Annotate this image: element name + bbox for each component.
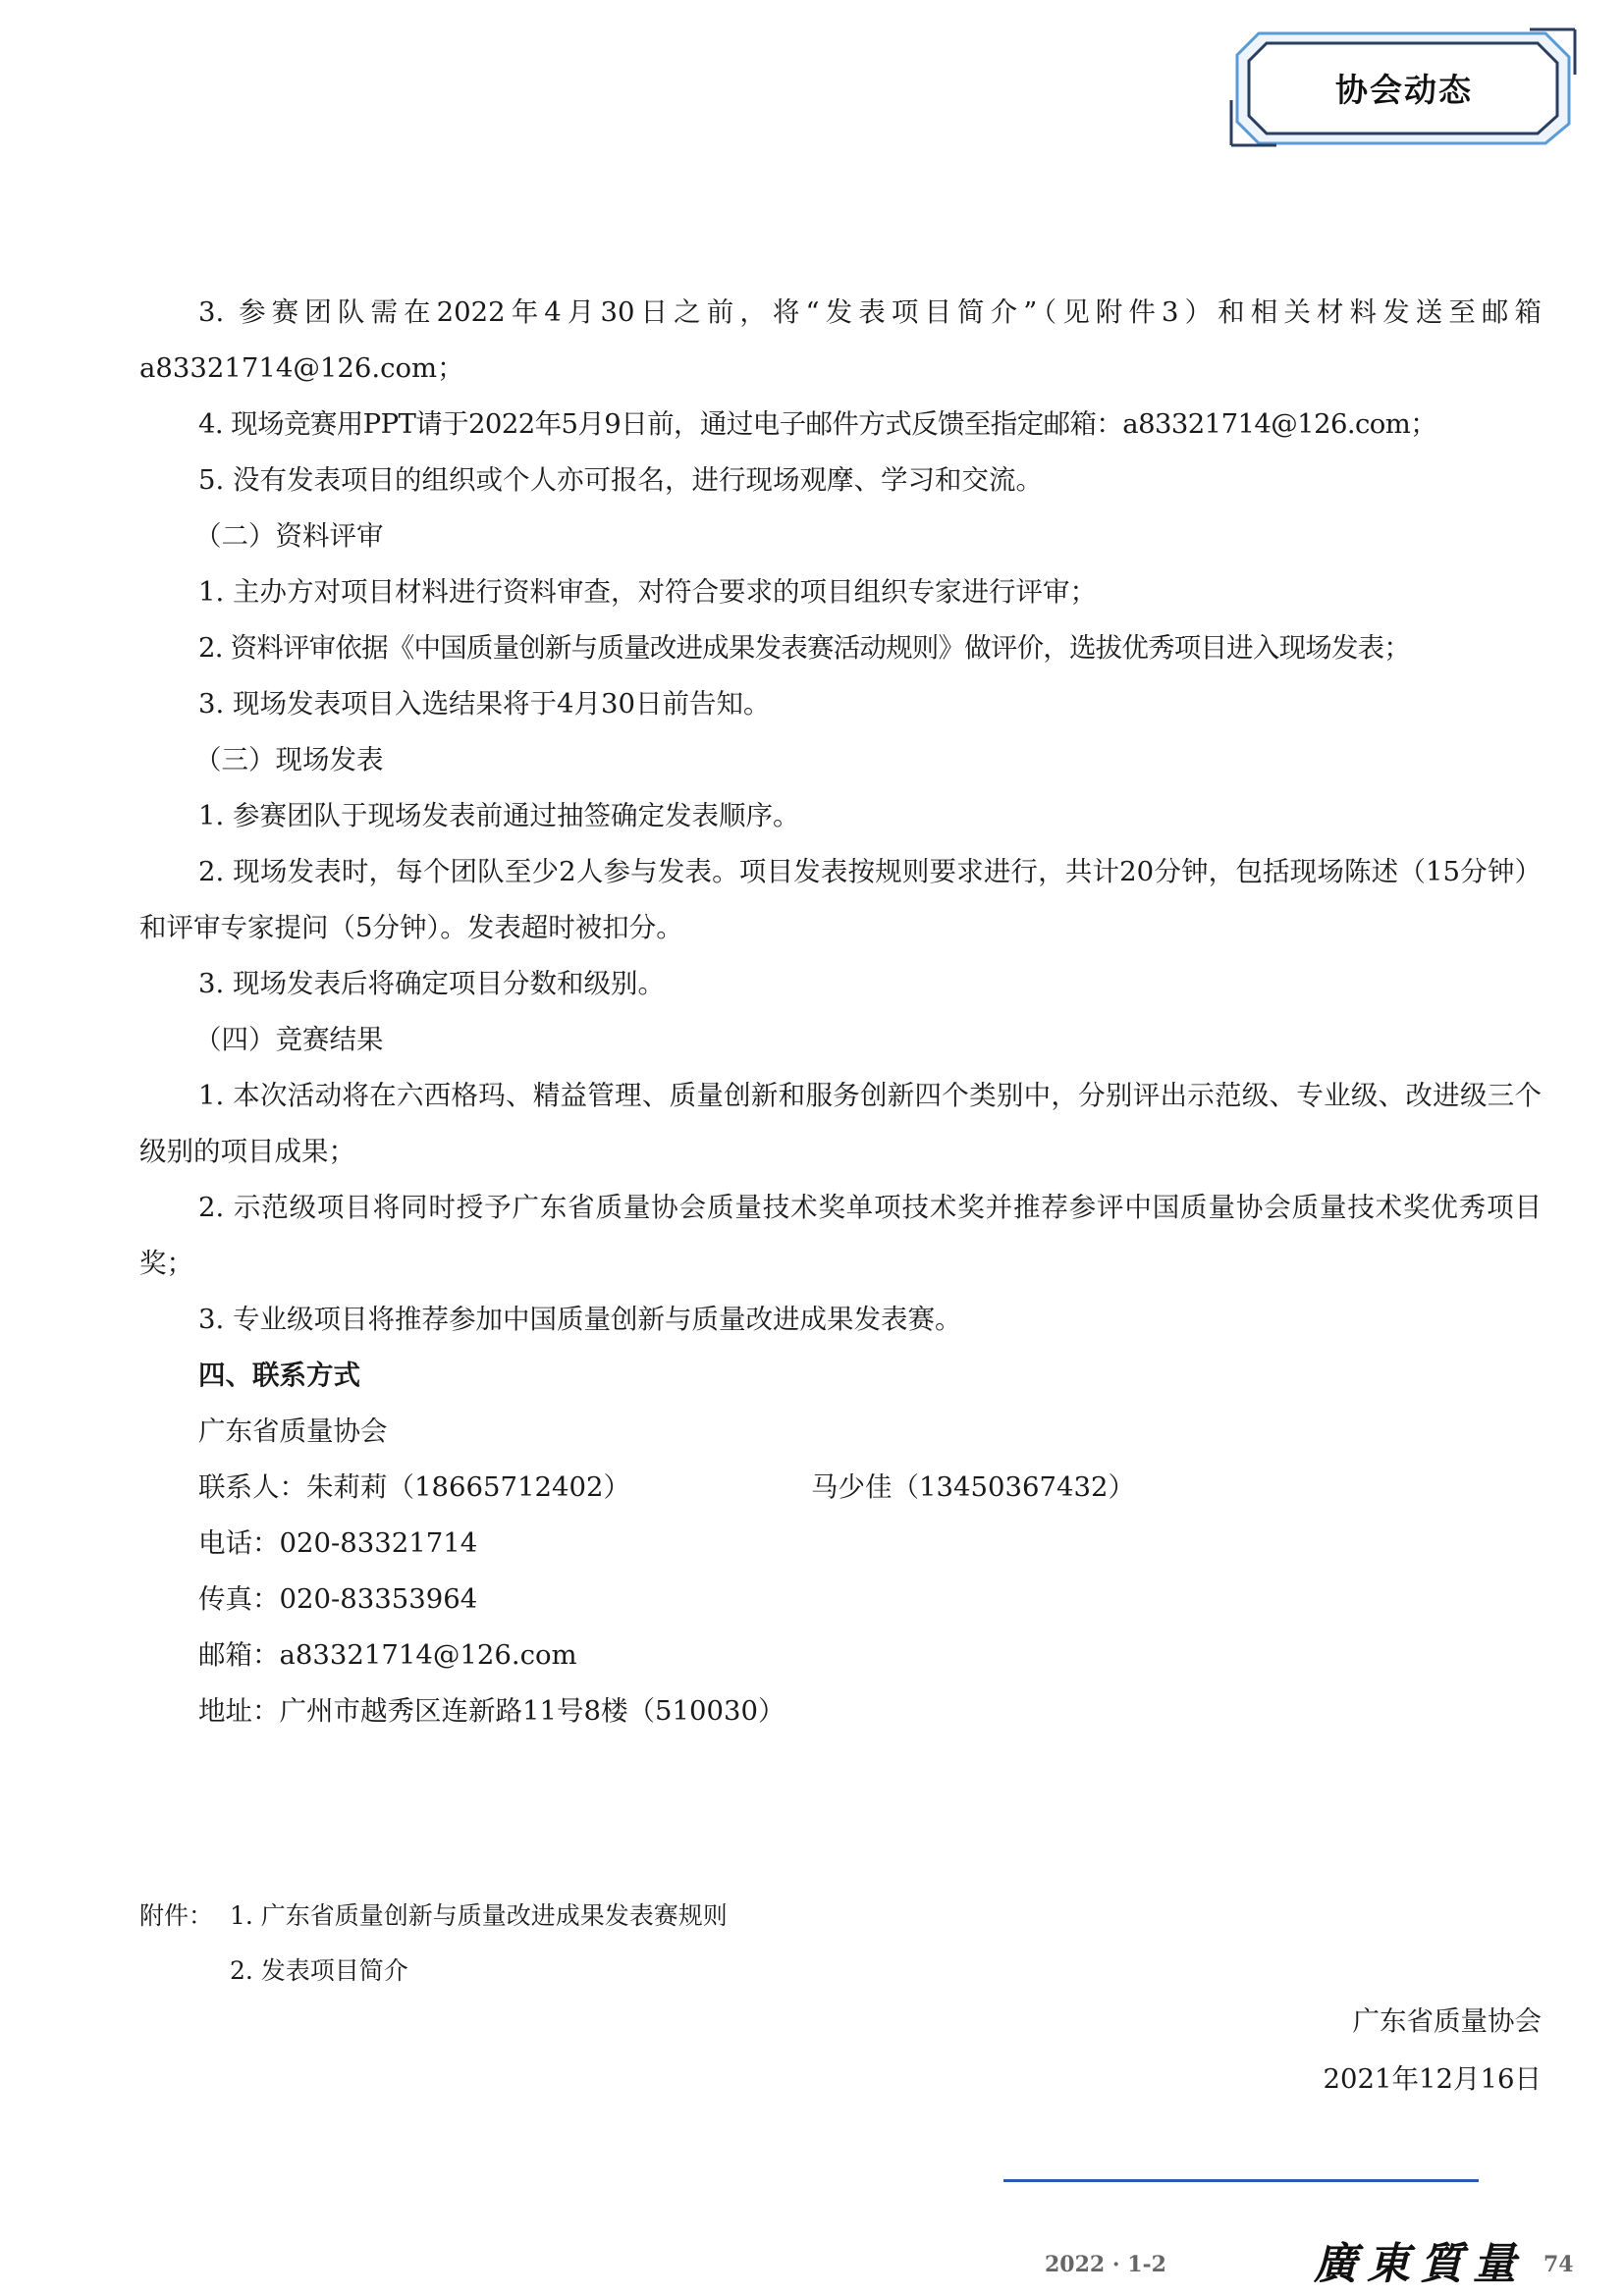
contact-email: 邮箱：a83321714@126.com [198, 1639, 577, 1671]
paragraph: 4. 现场竞赛用PPT请于2022年5月9日前，通过电子邮件方式反馈至指定邮箱：a83321714@126.com； [198, 408, 1437, 440]
signature-date: 2021年12月16日 [1323, 2063, 1542, 2095]
contact-org: 广东省质量协会 [198, 1415, 388, 1447]
subsection-heading: （三）现场发表 [194, 744, 384, 775]
signature [1324, 1993, 1542, 2109]
paragraph: 2. 现场发表时，每个团队至少2人参与发表。项目发表按规则要求进行，共计20分钟，包括现场陈述（15分钟）和评审专家提问（5分钟）。发表超时被扣分。 [139, 856, 1542, 943]
contact-person-2: 马少佳（13450367432） [811, 1471, 1135, 1503]
paragraph: 3. 现场发表后将确定项目分数和级别。 [198, 968, 665, 999]
contact-fax: 传真：020-83353964 [198, 1583, 478, 1615]
footer-issue: 2022 · 1-2 [1045, 2252, 1166, 2277]
attachment-item: 1. 广东省质量创新与质量改进成果发表赛规则 [230, 1901, 728, 1930]
paragraph: 1. 主办方对项目材料进行资料审查，对符合要求的项目组织专家进行评审； [198, 576, 1097, 608]
paragraph: 1. 参赛团队于现场发表前通过抽签确定发表顺序。 [198, 800, 800, 831]
badge-title: 协会动态 [1335, 70, 1473, 109]
signature-org: 广东省质量协会 [1352, 2005, 1542, 2037]
paragraph: 3. 专业级项目将推荐参加中国质量创新与质量改进成果发表赛。 [198, 1304, 962, 1335]
paragraph: 3. 现场发表项目入选结果将于4月30日前告知。 [198, 688, 771, 720]
paragraph: 1. 本次活动将在六西格玛、精益管理、质量创新和服务创新四个类别中，分别评出示范级、专业级、改进级三个级别的项目成果； [139, 1080, 1542, 1167]
article-body [139, 285, 1542, 1739]
paragraph: 5. 没有发表项目的组织或个人亦可报名，进行现场观摩、学习和交流。 [198, 464, 1043, 496]
subsection-heading: （四）竞赛结果 [194, 1024, 384, 1055]
contact-person-1: 联系人：朱莉莉（18665712402） [198, 1471, 630, 1503]
contact-phone: 电话：020-83321714 [198, 1527, 478, 1559]
attachments-label: 附件： [139, 1901, 214, 1930]
paragraph: 2. 资料评审依据《中国质量创新与质量改进成果发表赛活动规则》做评价，选拔优秀项目进入现场发表； [198, 632, 1411, 664]
page-number: 74 [1543, 2252, 1574, 2277]
footer-divider [1003, 2179, 1479, 2182]
attachments [139, 1889, 1121, 1999]
attachment-item: 2. 发表项目简介 [230, 1956, 408, 1985]
contact-persons [139, 1460, 1542, 1516]
magazine-logo: 廣東質量 [1314, 2239, 1526, 2289]
subsection-heading: （二）资料评审 [194, 520, 384, 552]
paragraph: 3. 参赛团队需在2022年4月30日之前，将“发表项目简介”（见附件3）和相关材料发送至邮箱a83321714@126.com； [139, 296, 1542, 384]
section-heading: 四、联系方式 [198, 1360, 360, 1391]
section-badge [1229, 27, 1579, 147]
contact-address: 地址：广州市越秀区连新路11号8楼（510030） [198, 1695, 785, 1727]
paragraph: 2. 示范级项目将同时授予广东省质量协会质量技术奖单项技术奖并推荐参评中国质量协会质量技术奖优秀项目奖； [139, 1192, 1542, 1279]
